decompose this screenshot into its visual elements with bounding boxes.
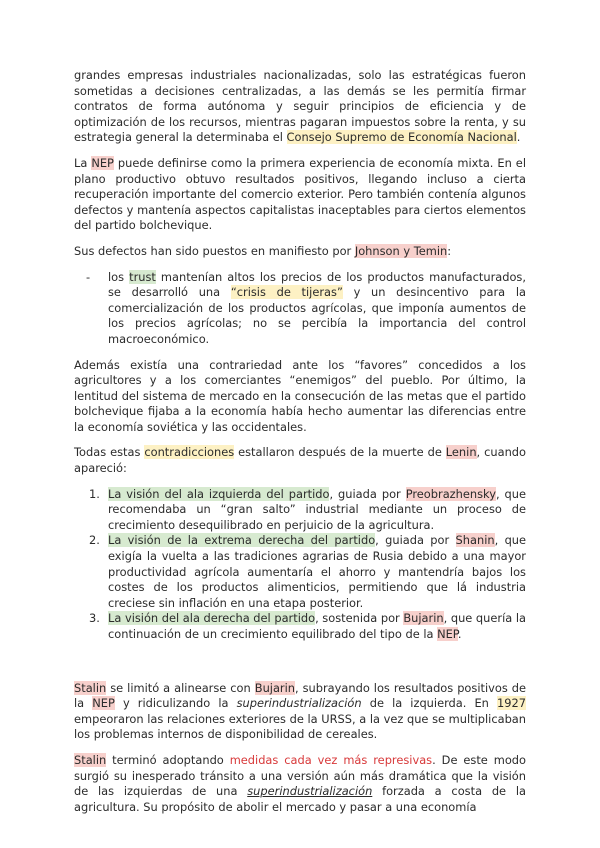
spacer [74,653,526,681]
text: . De este modo surgió su inesperado tránsito a una versión aún más dramática que la visión de las izquierdas de una [74,752,526,799]
highlight-lenin: Lenin [445,445,477,460]
highlight-person: Preobrazhensky [405,486,496,501]
highlight-trust: trust [129,269,156,284]
highlight-vision: La visión del ala izquierda del partido [108,486,330,501]
text: grandes empresas industriales nacionalizadas, solo las estratégicas fueron sometidas a decisiones centralizadas, a las demás se les permitía firmar contratos de forma autónoma y seguir principios de eficiencia y de optimización de los recursos, mientras pagaran impuestos sobre la renta, y su estrategia general la determinaba el [74,68,526,145]
text: empeoraron las relaciones exteriores de la URSS, a la vez que se multiplicaban los problemas internos de disponibilidad de cereales. [74,711,526,742]
highlight-crisis-tijeras: “crisis de tijeras” [230,285,343,300]
highlight-vision: La visión de la extrema derecha del partido [108,533,376,548]
text: : [447,243,452,258]
list-number: 1. [89,486,100,501]
highlight-stalin: Stalin [74,752,107,767]
text: estallaron después de la muerte de [234,445,446,460]
highlight-person: Shanin [455,533,495,548]
paragraph-3 [74,244,526,260]
paragraph-6 [74,681,526,743]
italic-term: superindustrialización [236,696,362,711]
text: de la izquierda. En [361,696,498,711]
list-number: 2. [89,533,100,548]
paragraph-5 [74,445,526,476]
highlight-person: Bujarin [403,611,444,626]
list-item [89,486,527,534]
highlight-nep: NEP [91,155,114,170]
red-text: medidas cada vez más represivas [229,752,433,767]
highlight-contradicciones: contradicciones [144,445,235,460]
underlined-term: superindustrialización [247,784,373,799]
highlight-stalin: Stalin [74,680,107,695]
paragraph-2 [74,156,526,234]
text: forzada a costa de la agricultura. Su propósito de abolir el mercado y pasar a una economía [74,784,526,814]
highlight-bujarin: Bujarin [254,680,295,695]
highlight-vision: La visión del ala derecha del partido [108,611,316,626]
text: , que quería la continuación de un crecimiento equilibrado del tipo de la [108,611,526,641]
text: terminó adoptando [106,752,230,767]
text: puede definirse como la primera experiencia de economía mixta. En el plano productivo obtuvo resultados positivos, llegando incluso a cierta recuperación importante del comercio exterior. Pero también contenía algunos defectos y mantenía aspectos capitalistas inaceptables para ciertos elementos del partido bolchevique. [74,155,526,233]
text: mantenían altos los precios de los productos manufacturados, se desarrolló una [108,269,526,300]
text: , sostenida por [315,611,404,626]
list-item [108,270,526,348]
list-number: 3. [89,611,100,626]
highlight-nep: NEP [92,696,115,711]
visions-list [74,487,526,643]
text: , que recomendaba un “gran salto” industrial mediante un proceso de crecimiento desequilibrado en perjuicio de la agricultura. [108,486,527,532]
highlight-johnson-temin: Johnson y Temin [354,243,448,258]
paragraph-1 [74,68,526,146]
text: , cuando apareció: [74,445,526,476]
highlight-consejo-supremo: Consejo Supremo de Economía Nacional [286,130,517,145]
text: La [74,155,92,170]
text: , que exigía la vuelta a las tradiciones agrarias de Rusia debido a una mayor productividad agrícola aumentaría el ahorro y mantendría bajos los costes de los productos alimenticios, permitiendo que lá industria creciese sin inflación en una etapa posterior. [108,533,527,610]
paragraph-4: Además existía una contrariedad ante los “favores” concedidos a los agricultores y a los comerciantes “enemigos” del pueblo. Por último, la lentitud del sistema de mercado en la consecución de las metas que el partido bolchevique fijaba a la economía había hecho aumentar las diferencias entre la economía soviética y las occidentales. [74,357,526,434]
highlight-year: 1927 [497,696,527,711]
defects-list [74,270,526,348]
paragraph-7 [74,753,526,815]
list-item [89,533,527,611]
text: y ridiculizando la [114,696,237,711]
text: los [108,269,130,284]
text: , guiada por [329,486,406,501]
text: , guiada por [375,533,456,548]
text: Todas estas [74,445,145,460]
text: , subrayando los resultados positivos de la [74,680,526,711]
text: . [516,130,521,145]
text: Sus defectos han sido puestos en manifiesto por [74,243,355,258]
text: y un desincentivo para la comercialización de los productos agrícolas, que imponía aumentos de los precios agrícolas; no se percibía la importancia del control macroeconómico. [108,285,527,346]
list-item [89,611,526,642]
highlight-nep: NEP [437,627,458,641]
text: se limitó a alinearse con [106,680,255,695]
text: . [457,627,462,641]
